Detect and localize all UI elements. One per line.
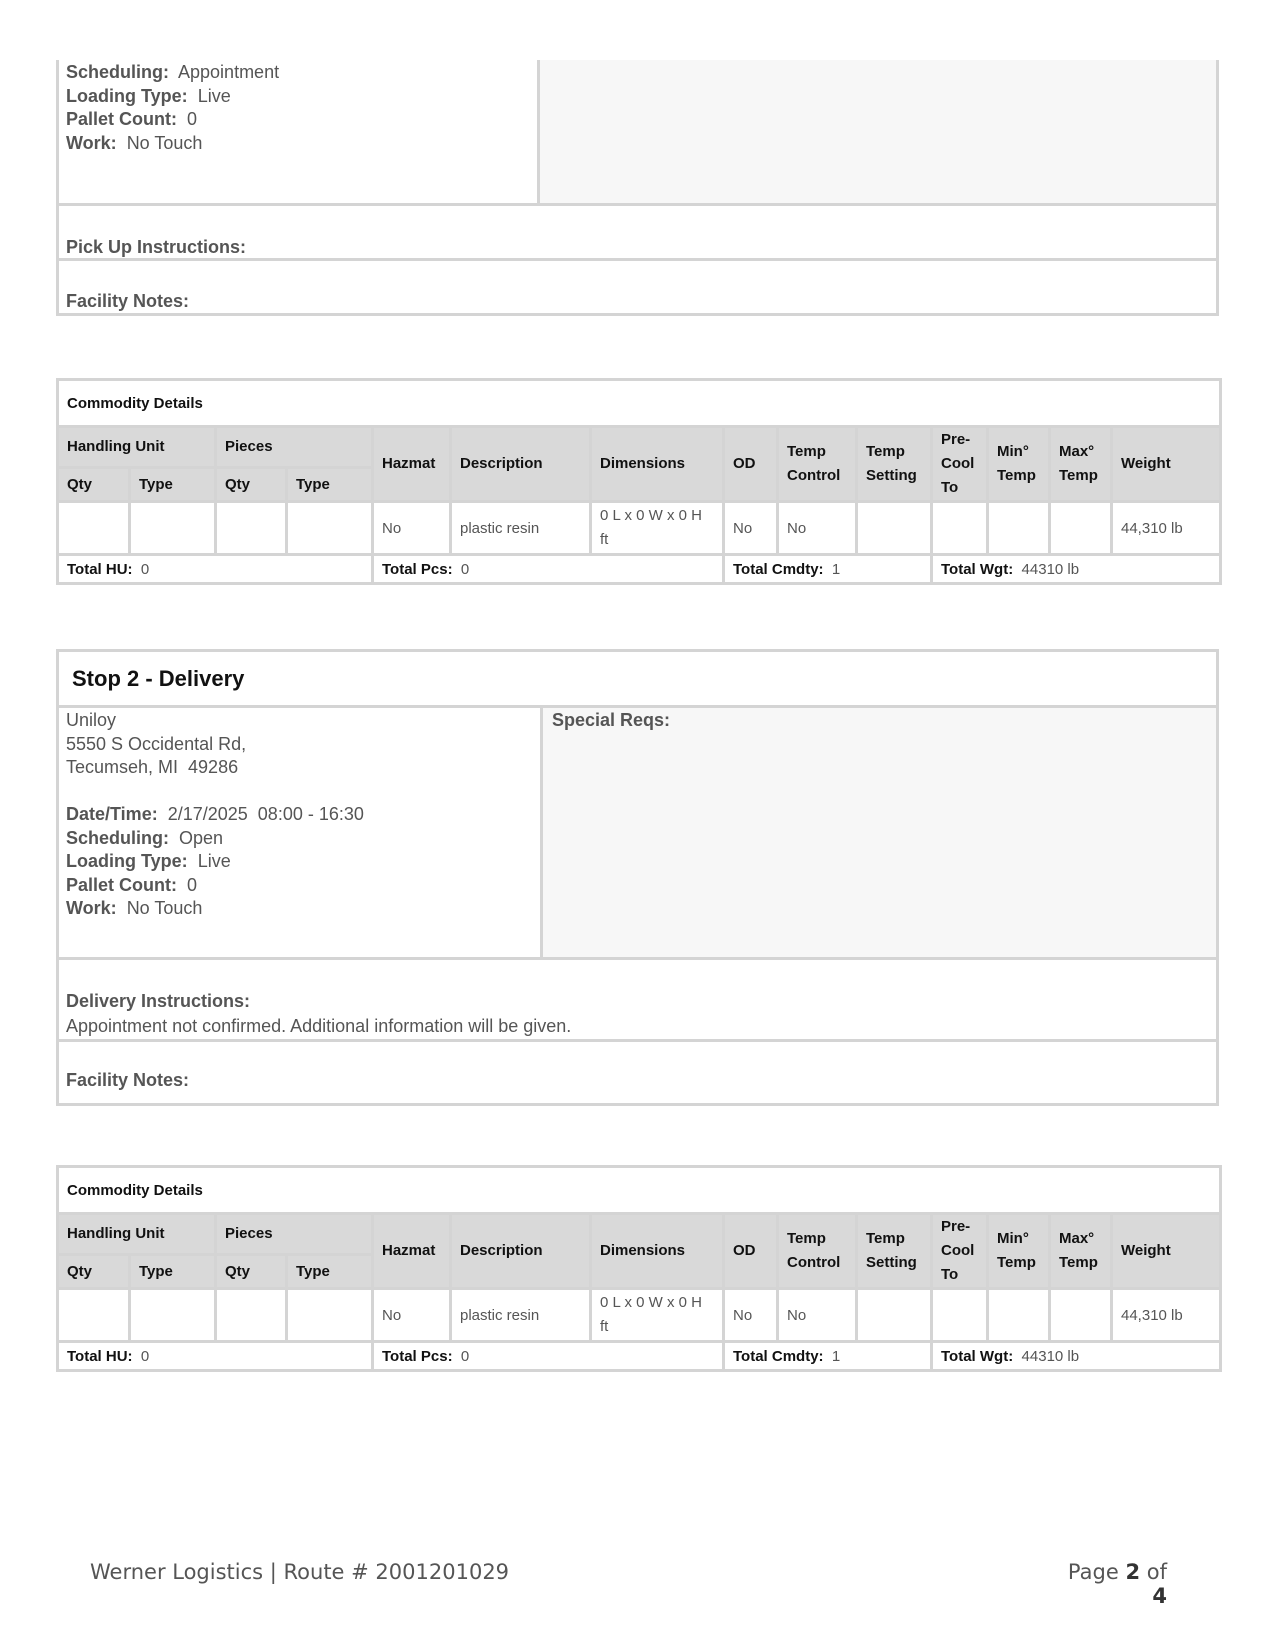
pcs-qty-header: Qty [216, 468, 287, 502]
total-pcs: Total Pcs: 0 [373, 1342, 724, 1371]
hazmat-header: Hazmat [373, 1214, 451, 1289]
max-temp-header: Max° Temp [1050, 1214, 1112, 1289]
work-value: No Touch [126, 898, 203, 918]
footer-route: Werner Logistics | Route # 2001201029 [90, 1560, 510, 1584]
commodity-details-table-2 [56, 1165, 1219, 1372]
weight-header: Weight [1112, 427, 1221, 502]
work-label: Work: [66, 898, 117, 918]
temp-setting-header: Temp Setting [857, 1214, 932, 1289]
work-value: No Touch [126, 132, 203, 153]
description-cell: plastic resin [451, 502, 591, 555]
address-line-1: 5550 S Occidental Rd, [66, 733, 247, 754]
pcs-type-header: Type [287, 1255, 373, 1289]
od-cell: No [724, 502, 778, 555]
loading-type-label: Loading Type: [66, 851, 188, 871]
hu-qty-header: Qty [58, 468, 130, 502]
description-cell: plastic resin [451, 1289, 591, 1342]
dimensions-cell: 0 L x 0 W x 0 H ft [591, 502, 724, 555]
handling-unit-header: Handling Unit [58, 427, 216, 468]
pre-cool-cell [932, 502, 988, 555]
special-reqs-label: Special Reqs: [552, 710, 671, 730]
pallet-count-value: 0 [187, 874, 198, 895]
loading-type-value: Live [197, 851, 231, 871]
temp-setting-header: Temp Setting [857, 427, 932, 502]
temp-control-header: Temp Control [778, 427, 857, 502]
pcs-qty-cell [216, 502, 287, 555]
description-header: Description [451, 427, 591, 502]
od-header: OD [724, 427, 778, 502]
totals-row [58, 1342, 1221, 1371]
pcs-type-header: Type [287, 468, 373, 502]
delivery-instructions-label: Delivery Instructions: [66, 991, 251, 1011]
pcs-qty-cell [216, 1289, 287, 1342]
temp-setting-cell [857, 1289, 932, 1342]
od-cell: No [724, 1289, 778, 1342]
company-name: Uniloy [66, 710, 117, 730]
dimensions-cell: 0 L x 0 W x 0 H ft [591, 1289, 724, 1342]
facility-notes-label: Facility Notes: [66, 291, 190, 311]
weight-cell: 44,310 lb [1112, 502, 1221, 555]
hu-qty-header: Qty [58, 1255, 130, 1289]
description-header: Description [451, 1214, 591, 1289]
total-cmdty: Total Cmdty: 1 [724, 1342, 932, 1371]
max-temp-header: Max° Temp [1050, 427, 1112, 502]
loading-type-label: Loading Type: [66, 85, 188, 106]
scheduling-label: Scheduling: [66, 62, 169, 82]
datetime-value: 2/17/2025 08:00 - 16:30 [167, 804, 364, 824]
page-word: Page [1067, 1560, 1119, 1584]
commodity-details-table-1 [56, 378, 1219, 585]
stop2-title: Stop 2 - Delivery [72, 666, 245, 691]
stop2-address-block [66, 709, 364, 921]
stop1-details [66, 61, 279, 155]
hu-type-header: Type [130, 468, 216, 502]
total-wgt: Total Wgt: 44310 lb [932, 1342, 1221, 1371]
loading-type-value: Live [197, 85, 231, 106]
total-pcs: Total Pcs: 0 [373, 555, 724, 584]
pre-cool-header: Pre- Cool To [932, 1214, 988, 1289]
hazmat-cell: No [373, 1289, 451, 1342]
pieces-header: Pieces [216, 1214, 373, 1255]
min-temp-cell [988, 502, 1050, 555]
table-row [58, 1289, 1221, 1342]
total-wgt: Total Wgt: 44310 lb [932, 555, 1221, 584]
temp-control-cell: No [778, 1289, 857, 1342]
special-reqs-panel [543, 708, 1216, 957]
datetime-label: Date/Time: [66, 804, 158, 824]
hu-type-cell [130, 1289, 216, 1342]
hazmat-header: Hazmat [373, 427, 451, 502]
min-temp-header: Min° Temp [988, 427, 1050, 502]
pickup-instructions-label: Pick Up Instructions: [66, 237, 247, 257]
footer-page-number [1050, 1560, 1167, 1608]
totals-row [58, 555, 1221, 584]
pcs-type-cell [287, 1289, 373, 1342]
commodity-title: Commodity Details [58, 380, 1221, 427]
of-word: of [1146, 1560, 1167, 1584]
page-total: 4 [1152, 1584, 1167, 1608]
commodity-title: Commodity Details [58, 1167, 1221, 1214]
hazmat-cell: No [373, 502, 451, 555]
total-hu: Total HU: 0 [58, 555, 373, 584]
temp-setting-cell [857, 502, 932, 555]
min-temp-cell [988, 1289, 1050, 1342]
dimensions-header: Dimensions [591, 1214, 724, 1289]
pieces-header: Pieces [216, 427, 373, 468]
scheduling-value: Appointment [178, 62, 280, 82]
pallet-count-value: 0 [187, 109, 198, 129]
pcs-qty-header: Qty [216, 1255, 287, 1289]
table-row [58, 502, 1221, 555]
page-current: 2 [1125, 1560, 1141, 1584]
dimensions-header: Dimensions [591, 427, 724, 502]
hu-type-cell [130, 502, 216, 555]
pre-cool-header: Pre- Cool To [932, 427, 988, 502]
scheduling-label: Scheduling: [66, 827, 169, 848]
handling-unit-header: Handling Unit [58, 1214, 216, 1255]
scheduling-value: Open [179, 827, 224, 848]
pcs-type-cell [287, 502, 373, 555]
temp-control-header: Temp Control [778, 1214, 857, 1289]
stop2-section [56, 649, 1219, 1106]
work-label: Work: [66, 132, 117, 153]
min-temp-header: Min° Temp [988, 1214, 1050, 1289]
hu-qty-cell [58, 1289, 130, 1342]
address-line-2: Tecumseh, MI 49286 [66, 757, 239, 777]
hu-qty-cell [58, 502, 130, 555]
weight-header: Weight [1112, 1214, 1221, 1289]
max-temp-cell [1050, 502, 1112, 555]
pallet-count-label: Pallet Count: [66, 109, 177, 129]
max-temp-cell [1050, 1289, 1112, 1342]
pre-cool-cell [932, 1289, 988, 1342]
stop1-continued-section [56, 60, 1219, 316]
temp-control-cell: No [778, 502, 857, 555]
weight-cell: 44,310 lb [1112, 1289, 1221, 1342]
pallet-count-label: Pallet Count: [66, 874, 177, 895]
delivery-instructions-text: Appointment not confirmed. Additional information will be given. [66, 1016, 572, 1036]
od-header: OD [724, 1214, 778, 1289]
total-cmdty: Total Cmdty: 1 [724, 555, 932, 584]
hu-type-header: Type [130, 1255, 216, 1289]
stop1-right-panel [540, 60, 1216, 203]
facility-notes-label: Facility Notes: [66, 1070, 190, 1090]
total-hu: Total HU: 0 [58, 1342, 373, 1371]
